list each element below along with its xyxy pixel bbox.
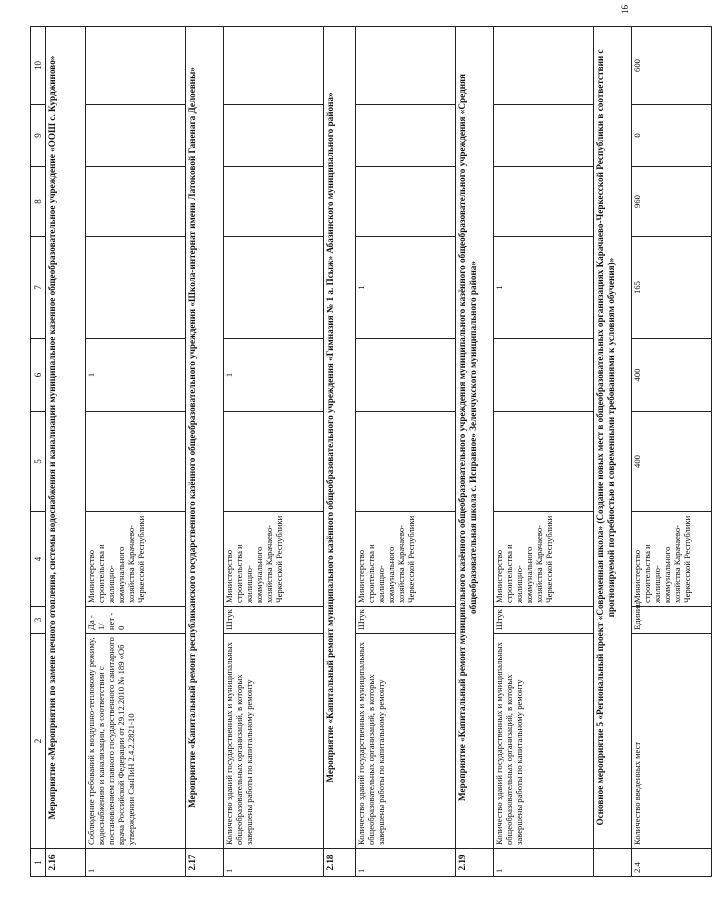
row-number: 2.17 — [186, 849, 224, 877]
value-cell: 1 — [356, 237, 456, 339]
row-number: 1 — [494, 849, 594, 877]
row-number — [594, 849, 632, 877]
value-cell — [356, 27, 456, 105]
unit-cell: Единиц — [632, 607, 712, 634]
row-number: 1 — [356, 849, 456, 877]
value-cell: 165 — [632, 237, 712, 339]
section-title-row — [186, 27, 224, 877]
value-cell: 1 — [224, 339, 324, 412]
header-row — [31, 27, 46, 877]
value-cell — [86, 105, 186, 167]
section-title: Мероприятие «Капитальный ремонт муниципального казённого общеобразовательного учреждения муниципального казённого общеобразовательного учреждения «Средняя общеобразовательная школа с. Исправное» Зеленчукского муниципального района» — [456, 27, 494, 849]
section-title-row — [594, 27, 632, 877]
row-number: 1 — [224, 849, 324, 877]
indicator-name: Соблюдение требований к воздушно-тепловому режиму, водоснабжению и канализации, в соответствии с постановлением главного государственного санитарного врача Российской Федерации от 29.12.2010 № 189 «Об утверждении СанПиН 2.4.2.2821-10 — [86, 634, 186, 849]
section-title-row — [324, 27, 356, 877]
value-cell — [224, 412, 324, 512]
value-cell: 960 — [632, 167, 712, 237]
value-cell — [224, 237, 324, 339]
value-cell — [494, 167, 594, 237]
header-cell: 1 — [31, 849, 46, 877]
value-cell — [356, 105, 456, 167]
responsible-cell: Министерство строительства и жилищно-коммунального хозяйства Карачаево-Черкесской Республики — [356, 512, 456, 607]
value-cell — [86, 237, 186, 339]
table-row — [494, 27, 594, 877]
header-cell: 7 — [31, 237, 46, 339]
value-cell — [494, 339, 594, 412]
value-cell — [494, 105, 594, 167]
section-title: Мероприятие «Капитальный ремонт республиканского государственного казённого общеобразовательного учреждения «Школа-интернат имени Латоковой Ганенага Делоевны» — [186, 27, 224, 849]
unit-cell: Штук — [494, 607, 594, 634]
section-title-row — [46, 27, 86, 877]
section-title: Мероприятие «Капитальный ремонт муниципального казённого общеобразовательного учреждения «Гимназия № 1 а. Псыж» Абазинского муниципального района» — [324, 27, 356, 849]
header-cell: 5 — [31, 412, 46, 512]
unit-cell: Штук — [356, 607, 456, 634]
value-cell — [224, 167, 324, 237]
table-body — [31, 27, 712, 877]
row-number: 2.18 — [324, 849, 356, 877]
value-cell: 1 — [494, 237, 594, 339]
header-cell: 10 — [31, 27, 46, 105]
header-cell: 2 — [31, 634, 46, 849]
unit-cell: Да - 1/ нет - 0 — [86, 607, 186, 634]
header-cell: 3 — [31, 607, 46, 634]
table-row — [632, 27, 712, 877]
value-cell — [86, 27, 186, 105]
indicator-name: Количество зданий государственных и муниципальных общеобразовательных организаций, в которых завершены работы по капитальному ремонту — [224, 634, 324, 849]
indicator-name: Количество зданий государственных и муниципальных общеобразовательных организаций, в которых завершены работы по капитальному ремонту — [494, 634, 594, 849]
value-cell — [356, 167, 456, 237]
table-row — [224, 27, 324, 877]
row-number: 2.19 — [456, 849, 494, 877]
responsible-cell: Министерство строительства и жилищно-коммунального хозяйства Карачаево-Черкесской Республики — [632, 512, 712, 607]
value-cell — [224, 105, 324, 167]
row-number: 1 — [86, 849, 186, 877]
header-cell: 9 — [31, 105, 46, 167]
header-cell: 8 — [31, 167, 46, 237]
row-number: 2.16 — [46, 849, 86, 877]
responsible-cell: Министерство строительства и жилищно-коммунального хозяйства Карачаево-Черкесской Республики — [86, 512, 186, 607]
value-cell: 600 — [632, 27, 712, 105]
value-cell: 400 — [632, 339, 712, 412]
section-title: Мероприятие «Мероприятия по замене печного отопления, системы водоснабжения и канализации муниципальное казенное общеобразовательное учреждение «ООШ с. Курджиново» — [46, 27, 86, 849]
responsible-cell: Министерство строительства и жилищно-коммунального хозяйства Карачаево-Черкесской Республики — [494, 512, 594, 607]
table-row — [86, 27, 186, 877]
value-cell — [224, 27, 324, 105]
value-cell — [356, 339, 456, 412]
unit-cell: Штук — [224, 607, 324, 634]
value-cell — [356, 412, 456, 512]
header-cell: 6 — [31, 339, 46, 412]
header-cell: 4 — [31, 512, 46, 607]
value-cell — [494, 27, 594, 105]
value-cell: 400 — [632, 412, 712, 512]
value-cell: 1 — [86, 339, 186, 412]
section-title-row — [456, 27, 494, 877]
value-cell — [494, 412, 594, 512]
value-cell: 0 — [632, 105, 712, 167]
value-cell — [86, 412, 186, 512]
indicators-table — [30, 26, 712, 877]
indicator-name: Количество введенных мест — [632, 634, 712, 849]
table-row — [356, 27, 456, 877]
row-number: 2.4 — [632, 849, 712, 877]
page-number: 16 — [620, 5, 630, 14]
responsible-cell: Министерство строительства и жилищно-коммунального хозяйства Карачаево-Черкесской Республики — [224, 512, 324, 607]
indicator-name: Количество зданий государственных и муниципальных общеобразовательных организаций, в которых завершены работы по капитальному ремонту — [356, 634, 456, 849]
section-title: Основное мероприятие 5 «Региональный проект «Современная школа» (Создание новых мест в общеобразовательных организациях Карачаево-Черкесской Республики в соответствии с прогнозируемой потребностью и современными требованиями к условиям обучения)» — [594, 27, 632, 849]
value-cell — [86, 167, 186, 237]
